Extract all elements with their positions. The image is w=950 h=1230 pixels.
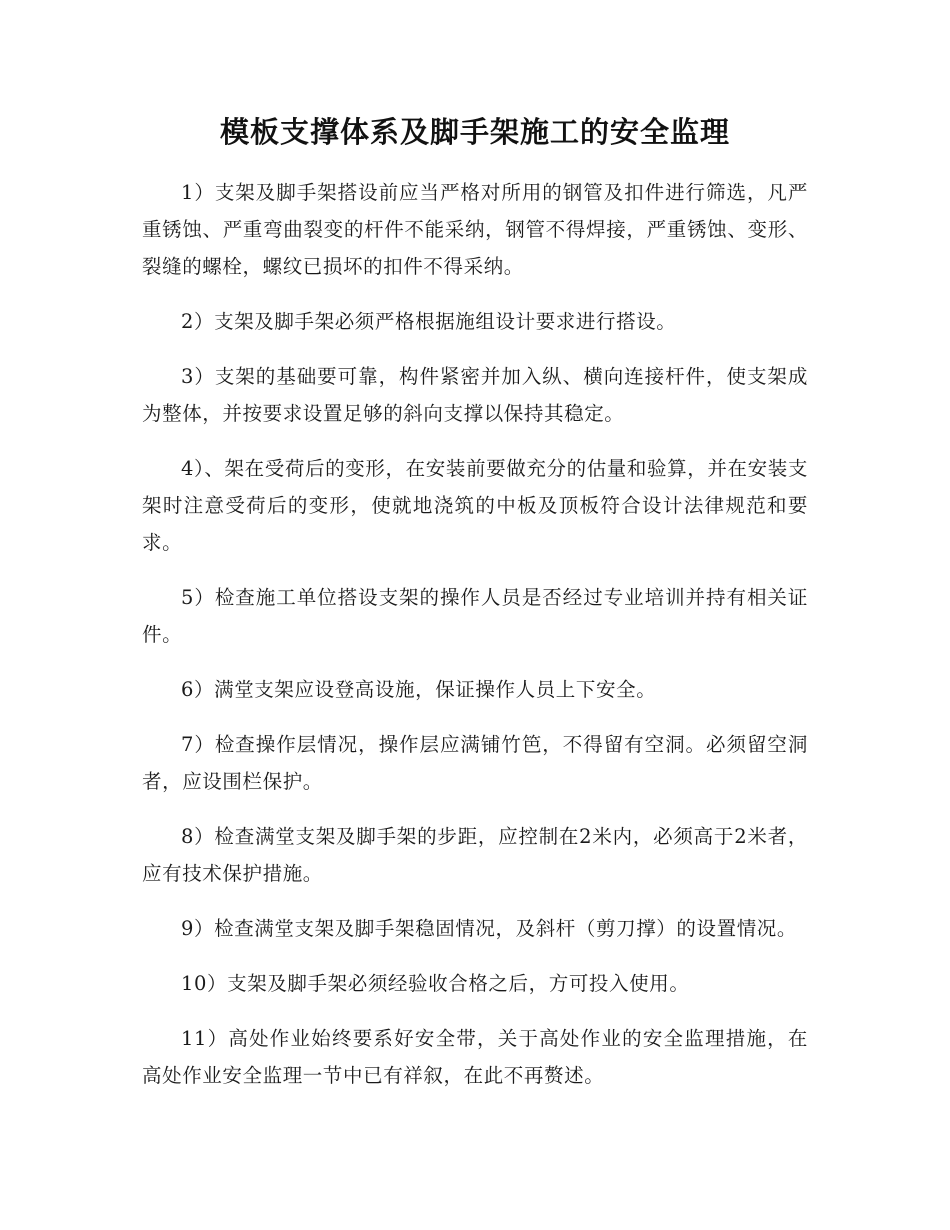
document-title: 模板支撑体系及脚手架施工的安全监理 — [219, 115, 730, 149]
paragraph-10: 10）支架及脚手架必须经验收合格之后，方可投入使用。 — [181, 972, 690, 995]
paragraph-1: 1）支架及脚手架搭设前应当严格对所用的钢管及扣件进行筛选，凡严重锈蚀、严重弯曲裂变的杆件不能采纳，钢管不得焊接，严重锈蚀、变形、裂缝的螺栓，螺纹已损坏的扣件不得采纳。 — [142, 181, 808, 278]
paragraph-7: 7）检查操作层情况，操作层应满铺竹笆，不得留有空洞。必须留空洞者，应设围栏保护。 — [142, 733, 808, 793]
paragraph-8: 8）检查满堂支架及脚手架的步距，应控制在2米内，必须高于2米者，应有技术保护措施。 — [142, 825, 808, 885]
paragraph-5: 5）检查施工单位搭设支架的操作人员是否经过专业培训并持有相关证件。 — [142, 586, 808, 646]
paragraph-9: 9）检查满堂支架及脚手架稳固情况，及斜杆（剪刀撑）的设置情况。 — [181, 917, 798, 940]
paragraph-4: 4）、架在受荷后的变形，在安装前要做充分的估量和验算，并在安装支架时注意受荷后的变形，使就地浇筑的中板及顶板符合设计法律规范和要求。 — [142, 457, 808, 554]
paragraph-11: 11）高处作业始终要系好安全带，关于高处作业的安全监理措施，在高处作业安全监理一节中已有祥叙，在此不再赘述。 — [142, 1027, 808, 1087]
paragraph-6: 6）满堂支架应设登高设施，保证操作人员上下安全。 — [181, 678, 657, 701]
paragraph-2: 2）支架及脚手架必须严格根据施组设计要求进行搭设。 — [181, 310, 677, 333]
paragraph-3: 3）支架的基础要可靠，构件紧密并加入纵、横向连接杆件，使支架成为整体，并按要求设置足够的斜向支撑以保持其稳定。 — [142, 365, 808, 425]
